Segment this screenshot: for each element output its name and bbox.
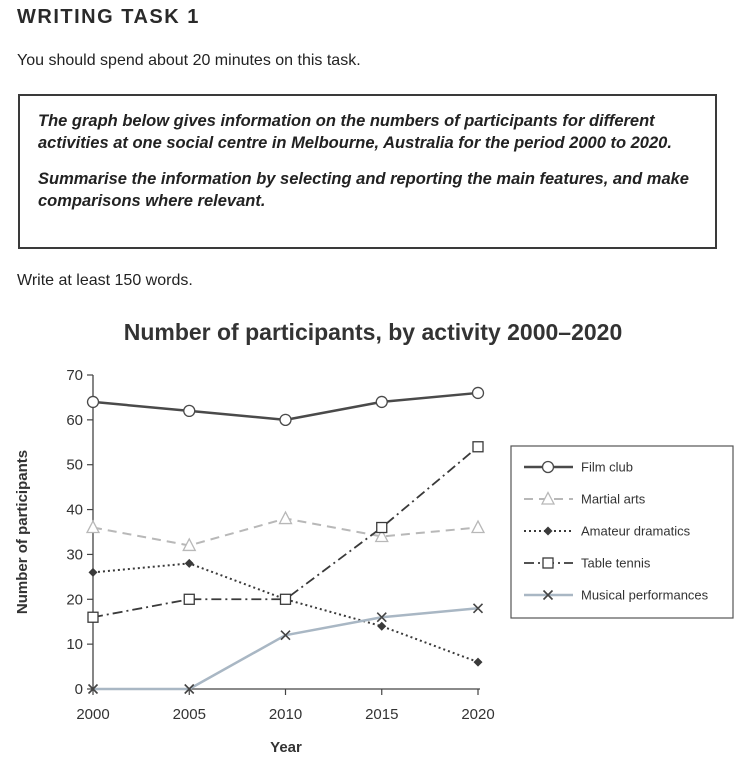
point-film-club xyxy=(473,387,484,398)
task-heading: WRITING TASK 1 xyxy=(17,6,200,28)
time-instruction: You should spend about 20 minutes on this task. xyxy=(17,52,361,69)
prompt-paragraph-2: Summarise the information by selecting and reporting the main features, and make comparisons where relevant. xyxy=(38,170,689,210)
y-tick-label: 30 xyxy=(66,546,83,564)
point-amateur-dramatics xyxy=(89,568,98,577)
y-tick-label: 10 xyxy=(66,636,83,654)
series-line-musical-performances xyxy=(93,608,478,689)
y-tick-label: 0 xyxy=(74,681,83,698)
point-amateur-dramatics xyxy=(185,559,194,568)
y-tick-label: 50 xyxy=(66,456,83,474)
point-amateur-dramatics xyxy=(377,622,386,631)
chart-series xyxy=(87,387,484,693)
y-axis-label: Number of participants xyxy=(14,449,31,615)
legend-label-martial-arts: Martial arts xyxy=(581,491,646,507)
legend-label-musical-performances: Musical performances xyxy=(581,587,709,603)
point-table-tennis xyxy=(88,612,98,622)
x-tick-label: 2015 xyxy=(365,706,399,723)
x-axis-label: Year xyxy=(270,739,302,756)
series-musical-performances xyxy=(89,604,483,694)
chart-title: Number of participants, by activity 2000–2020 xyxy=(123,319,623,345)
legend-label-table-tennis: Table tennis xyxy=(581,555,651,571)
y-tick-label: 20 xyxy=(66,591,83,609)
point-film-club xyxy=(376,396,387,407)
legend-marker-film-club xyxy=(543,462,554,473)
point-film-club xyxy=(280,414,291,425)
point-table-tennis xyxy=(281,594,291,604)
x-tick-label: 2010 xyxy=(268,706,303,723)
y-tick-label: 60 xyxy=(66,411,83,429)
y-tick-label: 40 xyxy=(66,501,83,519)
point-martial-arts xyxy=(87,521,99,533)
point-table-tennis xyxy=(377,523,387,533)
y-tick-label: 70 xyxy=(66,367,83,384)
x-tick-label: 2020 xyxy=(461,706,495,723)
x-tick-label: 2000 xyxy=(76,706,110,723)
point-film-club xyxy=(88,396,99,407)
point-film-club xyxy=(184,405,195,416)
series-film-club xyxy=(88,387,484,425)
series-martial-arts xyxy=(87,512,484,550)
point-table-tennis xyxy=(184,594,194,604)
x-tick-label: 2005 xyxy=(172,706,206,723)
point-martial-arts xyxy=(472,521,484,533)
word-requirement: Write at least 150 words. xyxy=(17,272,193,289)
point-table-tennis xyxy=(473,442,483,452)
legend-marker-table-tennis xyxy=(543,558,553,568)
point-amateur-dramatics xyxy=(474,658,483,667)
chart-legend xyxy=(511,446,733,618)
legend-label-film-club: Film club xyxy=(581,459,634,475)
point-martial-arts xyxy=(280,512,292,524)
legend-label-amateur-dramatics: Amateur dramatics xyxy=(581,523,691,539)
prompt-paragraph-1: The graph below gives information on the numbers of participants for different activities at one social centre in Melbourne, Australia for the period 2000 to 2020. xyxy=(38,112,672,152)
